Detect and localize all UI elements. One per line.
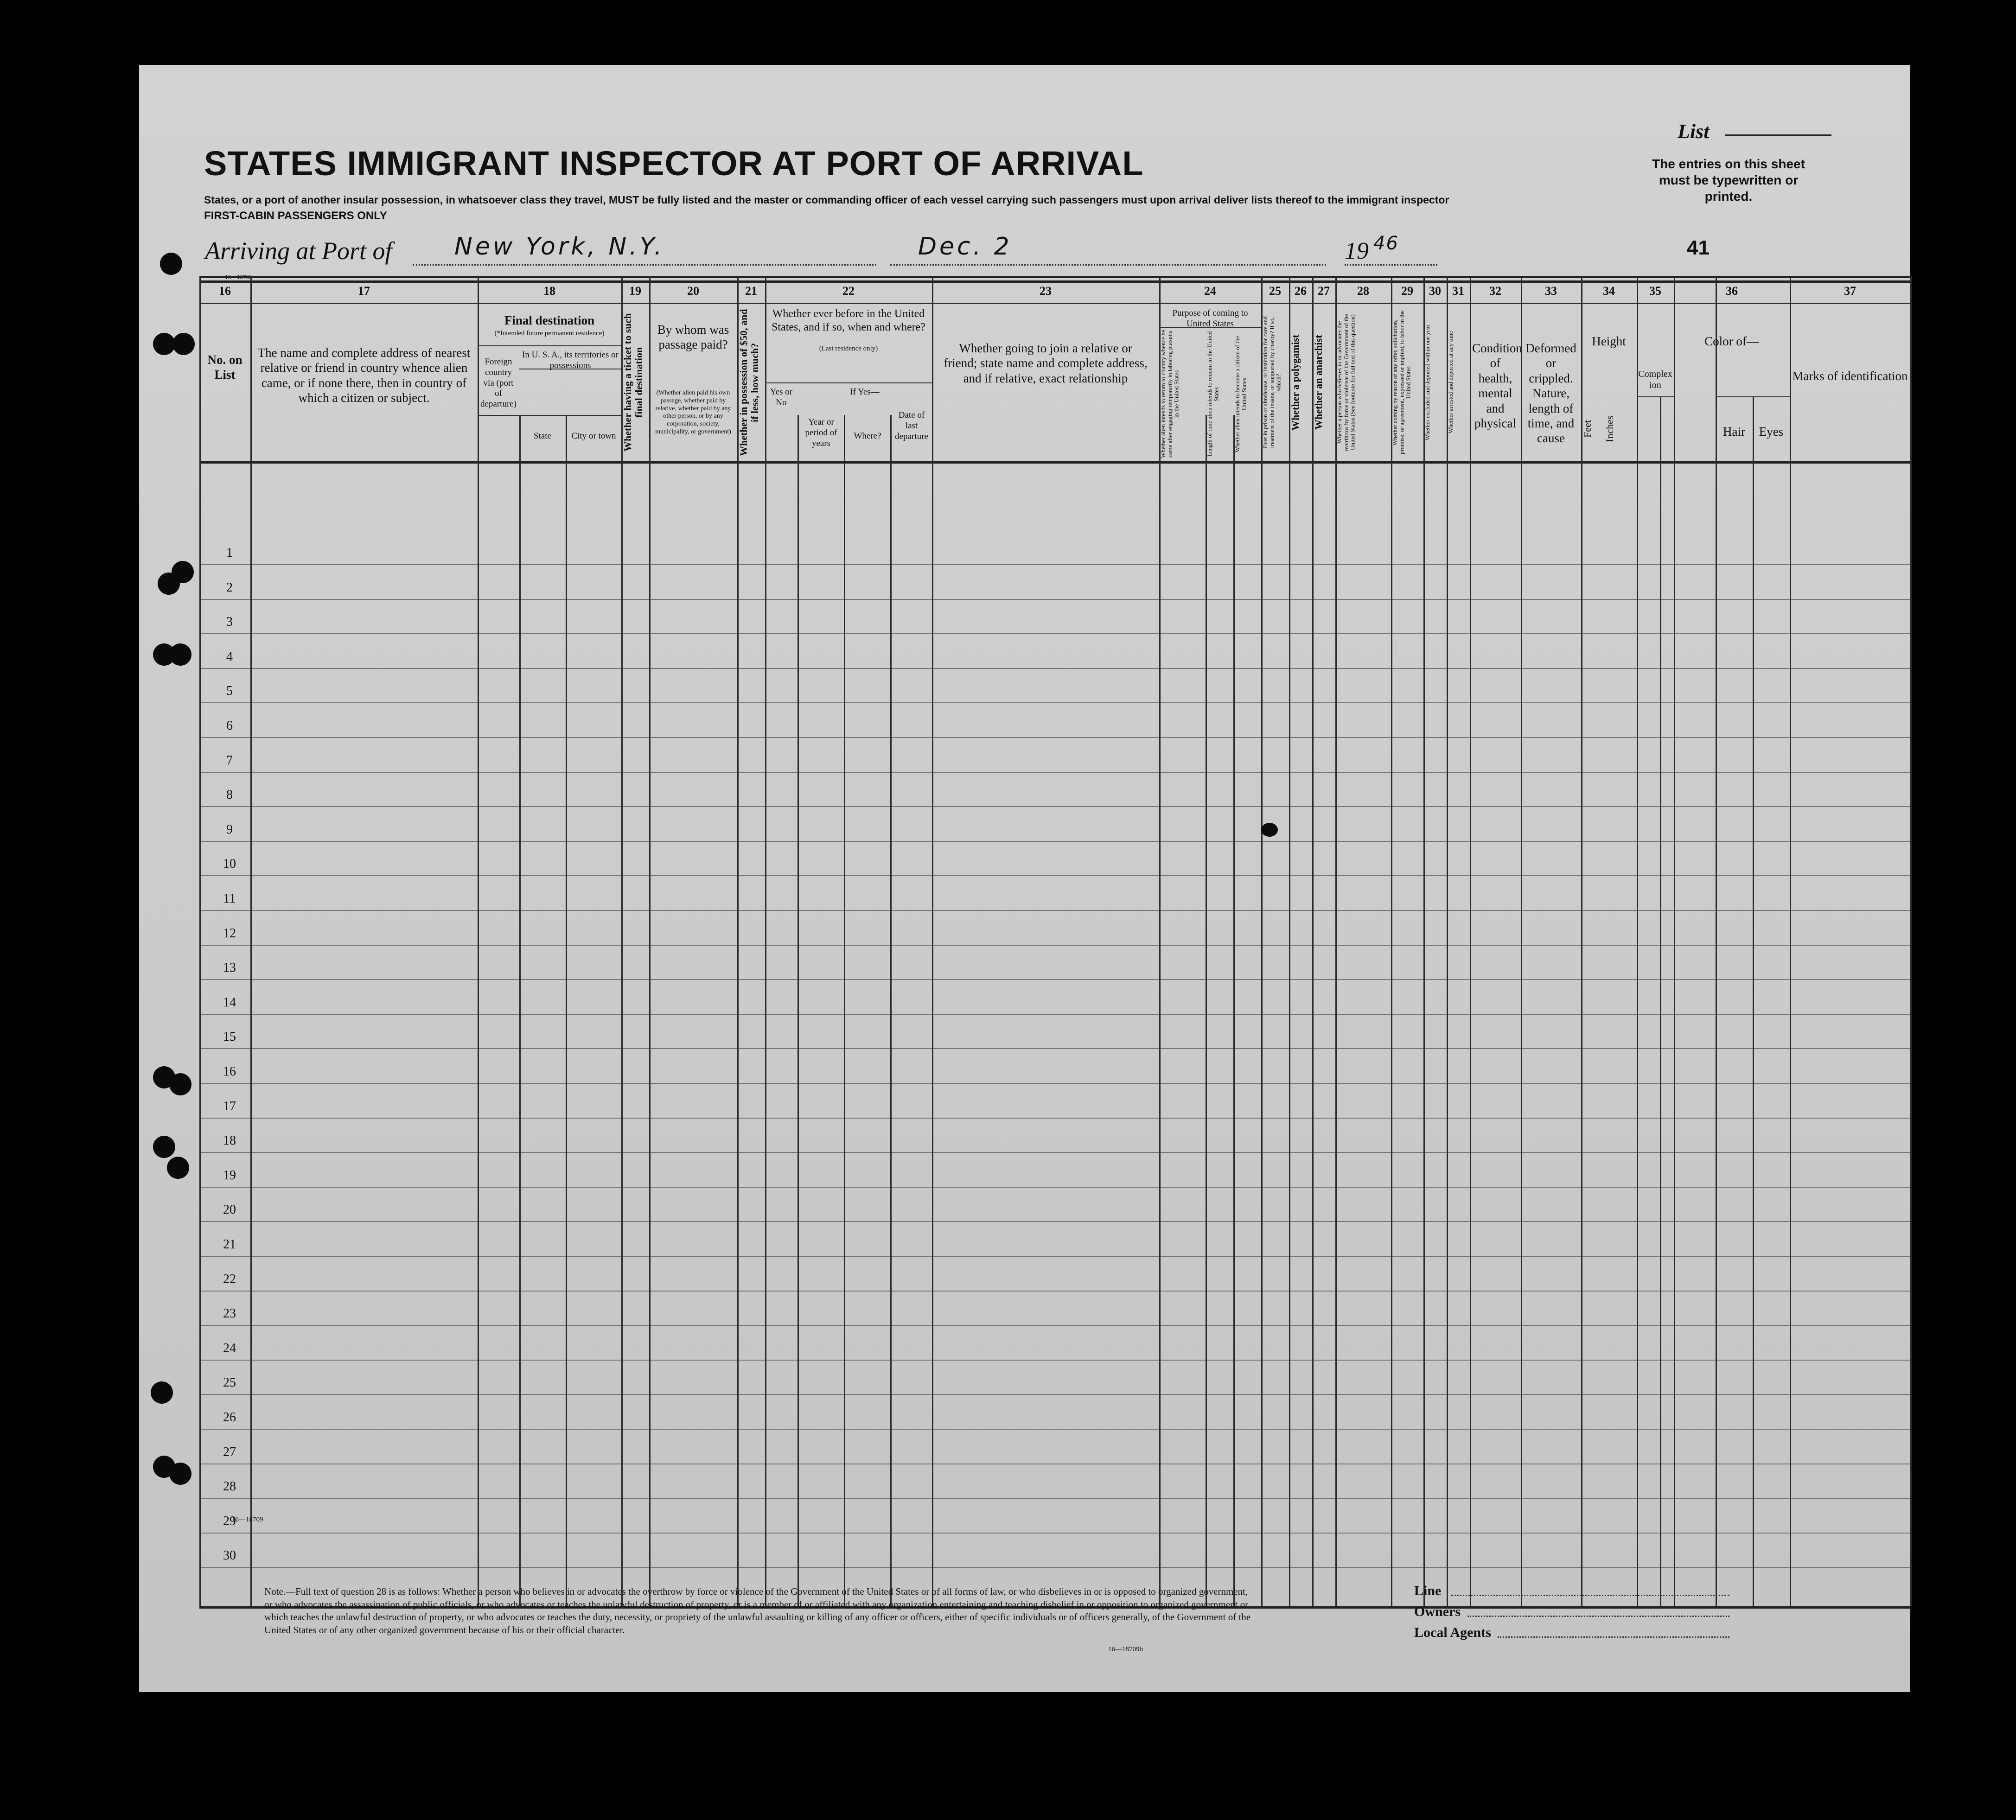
- col-line: [621, 276, 623, 1606]
- row-line: [199, 1083, 1910, 1084]
- col-num-16: 16: [219, 284, 231, 298]
- subheader-rule: [1637, 396, 1674, 397]
- header-date-last-departure: Date of last departure: [895, 410, 928, 441]
- row-number: 2: [226, 580, 233, 595]
- col-num-30: 30: [1429, 284, 1441, 298]
- header-complexion: Complexion: [1638, 369, 1672, 390]
- row-number: 23: [223, 1306, 236, 1321]
- punch-hole: [151, 1381, 173, 1404]
- col-line: [932, 276, 933, 1606]
- col-line: [649, 276, 651, 1606]
- header-overthrow: Whether a person who believes in or advocates the overthrow by force or violence of the Government of the United States (See footnote for full text of this question): [1336, 314, 1356, 451]
- col-line: [519, 415, 521, 1606]
- header-foreign-country: Foreign country via (port of departure)—: [480, 357, 517, 420]
- row-number: 29: [223, 1514, 236, 1528]
- row-number: 4: [226, 649, 233, 664]
- row-number: 16: [223, 1064, 236, 1079]
- col-line: [1159, 276, 1161, 1606]
- row-line: [199, 1118, 1910, 1119]
- row-number: 17: [223, 1099, 236, 1114]
- col-line: [844, 415, 845, 1606]
- punch-hole: [167, 1157, 189, 1179]
- col-num-17: 17: [358, 284, 370, 298]
- col-line: [566, 415, 567, 1606]
- row-number: 5: [226, 684, 233, 699]
- punch-hole: [169, 643, 191, 666]
- row-line: [199, 737, 1910, 738]
- header-before-in-us: Whether ever before in the United States, and if so, when and where?: [772, 308, 925, 333]
- arrival-port[interactable]: New York, N.Y.: [454, 233, 665, 261]
- row-number: 28: [223, 1479, 236, 1494]
- col-line: [1391, 276, 1392, 1606]
- form-number-bottom: 16—18709: [232, 1516, 263, 1523]
- local-agents-field[interactable]: [1498, 1636, 1729, 1638]
- col-line: [765, 276, 766, 1606]
- row-line: [199, 1498, 1910, 1499]
- col-num-37: 37: [1844, 284, 1856, 298]
- header-if-yes: If Yes—: [850, 387, 880, 397]
- row-line: [199, 1429, 1910, 1430]
- col-num-21: 21: [745, 284, 757, 298]
- line-field[interactable]: [1451, 1595, 1729, 1596]
- row-number: 10: [223, 857, 236, 872]
- header-nearest-relative: The name and complete address of nearest relative or friend in country whence alien came, or if none there, then in country of which a citizen or subject.: [257, 346, 471, 405]
- arrival-year[interactable]: 46: [1373, 233, 1399, 254]
- header-city-or-town: City or town: [571, 431, 616, 441]
- row-line: [199, 1152, 1910, 1153]
- col-line: [1581, 276, 1582, 1606]
- row-line: [199, 702, 1910, 703]
- manifest-table: [199, 276, 1910, 1563]
- col-line: [1206, 415, 1207, 1606]
- line-label: Line: [1414, 1583, 1442, 1598]
- col-num-36: 36: [1726, 284, 1738, 298]
- col-line: [250, 276, 252, 1606]
- col-line: [1470, 276, 1471, 1606]
- punch-hole: [172, 333, 195, 355]
- row-line: [199, 806, 1910, 807]
- col-num-26: 26: [1295, 284, 1307, 298]
- row-number: 27: [223, 1445, 236, 1459]
- row-line: [199, 1291, 1910, 1292]
- col-line: [1637, 276, 1638, 1606]
- header-excluded: Whether excluded and deported within one year: [1424, 325, 1431, 440]
- col-line: [1447, 276, 1448, 1606]
- row-line: [199, 1567, 1910, 1568]
- col-line: [1910, 276, 1912, 1606]
- col-num-32: 32: [1489, 284, 1501, 298]
- col-line: [1423, 276, 1425, 1606]
- entries-note: The entries on this sheet must be typewritten or printed.: [1652, 157, 1805, 204]
- header-passage-paid-note: (Whether alien paid his own passage, whether paid by relative, whether paid by any other person, or by any corporation, society, municipality, or government): [655, 389, 731, 435]
- row-number: 30: [223, 1548, 236, 1563]
- row-number: 9: [226, 822, 233, 837]
- row-number: 25: [223, 1375, 236, 1390]
- header-state: State: [534, 431, 551, 441]
- row-line: [199, 599, 1910, 600]
- row-line: [199, 1394, 1910, 1395]
- header-bottom-rule: [199, 461, 1910, 464]
- subheader-rule: [765, 382, 932, 383]
- col-line: [1660, 396, 1661, 1606]
- col-num-19: 19: [629, 284, 641, 298]
- header-hair: Hair: [1723, 425, 1745, 439]
- row-number: 15: [223, 1030, 236, 1044]
- row-number: 13: [223, 961, 236, 975]
- header-year-period: Year or period of years: [805, 417, 837, 448]
- row-number: 19: [223, 1168, 236, 1183]
- row-number: 6: [226, 719, 233, 733]
- punch-hole: [169, 1463, 191, 1485]
- row-number: 21: [223, 1237, 236, 1252]
- row-number: 8: [226, 788, 233, 802]
- row-line: [199, 945, 1910, 946]
- column-number-rule: [199, 303, 1910, 304]
- manifest-sheet: [139, 65, 1910, 1692]
- row-line: [199, 1256, 1910, 1257]
- header-color-of: Color of—: [1704, 334, 1759, 348]
- header-ticket: Whether having a ticket to such final destination: [622, 313, 645, 452]
- col-line: [1790, 276, 1791, 1606]
- col-line: [1716, 276, 1717, 1606]
- col-num-29: 29: [1401, 284, 1413, 298]
- header-eyes: Eyes: [1759, 425, 1784, 439]
- local-agents-label: Local Agents: [1414, 1625, 1491, 1640]
- subheader-rule: [1716, 396, 1790, 397]
- row-line: [199, 772, 1910, 773]
- header-fifty-dollars: Whether in possession of $50, and if less, how much?: [738, 309, 761, 456]
- header-anarchist: Whether an anarchist: [1313, 335, 1324, 430]
- row-line: [199, 1360, 1910, 1361]
- row-line: [199, 633, 1910, 634]
- header-offer-labor: Whether coming by reason of any offer, solicitation, promise, or agreement, expressed or implied, to labor in the United States: [1391, 310, 1412, 455]
- col-num-34: 34: [1603, 284, 1615, 298]
- col-line: [890, 415, 892, 1606]
- header-where: Where?: [854, 431, 881, 441]
- header-in-usa: In U. S. A., its territories or possessions: [522, 350, 619, 370]
- subheader-rule: [478, 345, 621, 346]
- form-number-footnote: 16—18709b: [1108, 1646, 1143, 1653]
- header-join-relative: Whether going to join a relative or friend; state name and complete address, and if relative, exact relationship: [944, 341, 1148, 385]
- row-line: [199, 910, 1910, 911]
- row-line: [199, 875, 1910, 876]
- owners-label: Owners: [1414, 1604, 1461, 1619]
- port-line: [413, 264, 876, 266]
- col-num-23: 23: [1040, 284, 1052, 298]
- col-line: [1312, 276, 1314, 1606]
- col-line: [199, 276, 201, 1606]
- header-yes-or-no: Yes or No: [770, 387, 793, 407]
- passenger-class-note: FIRST-CABIN PASSENGERS ONLY: [204, 210, 387, 222]
- ink-blot: [1261, 823, 1278, 837]
- col-line: [1521, 276, 1522, 1606]
- header-purpose-return: Whether alien intends to return to country whence he came after engaging temporarily in laboring pursuits in the United States: [1160, 330, 1180, 458]
- arriving-label: Arriving at Port of: [205, 237, 392, 265]
- header-no-on-list: No. on List: [207, 353, 242, 382]
- row-line: [199, 841, 1910, 842]
- row-number: 11: [223, 891, 236, 906]
- row-line: [199, 668, 1910, 669]
- col-num-24: 24: [1204, 284, 1216, 298]
- row-number: 14: [223, 995, 236, 1010]
- header-purpose-length: Length of time alien intends to remain in the United States: [1206, 331, 1220, 457]
- punch-hole: [153, 1136, 175, 1158]
- arrival-date[interactable]: Dec. 2: [918, 233, 1012, 261]
- col-line: [478, 276, 479, 1606]
- punch-hole: [169, 1073, 191, 1095]
- header-final-destination: Final destination: [504, 313, 595, 327]
- page-title: STATES IMMIGRANT INSPECTOR AT PORT OF ARRIVAL: [204, 144, 1144, 183]
- row-number: 22: [223, 1272, 236, 1286]
- year-prefix: 19: [1345, 238, 1369, 264]
- header-height: Height: [1592, 334, 1626, 348]
- header-purpose-citizen: Whether alien intends to become a citizen of the United States: [1234, 336, 1248, 452]
- page-number: 41: [1687, 236, 1710, 259]
- row-number: 20: [223, 1203, 236, 1217]
- header-inches: Inches: [1604, 415, 1615, 442]
- col-line: [1674, 276, 1675, 1606]
- row-number: 7: [226, 753, 233, 768]
- row-number: 1: [226, 546, 233, 560]
- row-number: 24: [223, 1341, 236, 1355]
- col-line: [1335, 276, 1337, 1606]
- col-num-35: 35: [1649, 284, 1661, 298]
- row-line: [199, 1533, 1910, 1534]
- header-purpose: Purpose of coming to United States: [1172, 308, 1248, 329]
- col-line: [737, 276, 739, 1606]
- header-deformed: Deformed or crippled. Nature, length of time, and cause: [1525, 341, 1576, 445]
- col-num-18: 18: [543, 284, 555, 298]
- row-line: [199, 1014, 1910, 1015]
- row-line: [199, 979, 1910, 980]
- col-line: [1233, 415, 1235, 1606]
- punch-hole: [172, 561, 194, 583]
- row-line: [199, 1325, 1910, 1326]
- header-passage-paid: By whom was passage paid?: [657, 323, 729, 352]
- row-line: [199, 1221, 1910, 1222]
- header-polygamist: Whether a polygamist: [1289, 334, 1301, 431]
- header-health: Condition of health, mental and physical: [1472, 341, 1523, 430]
- punch-hole: [160, 253, 182, 275]
- row-number: 12: [223, 926, 236, 941]
- col-num-27: 27: [1318, 284, 1330, 298]
- list-label: List: [1678, 120, 1710, 143]
- col-num-33: 33: [1545, 284, 1557, 298]
- date-line: [890, 264, 1326, 266]
- instructions-text: States, or a port of another insular possession, in whatsoever class they travel, MUST be fully listed and the master or commanding officer of each vessel carrying such passengers must upon arrival deliver lists thereof to the immigrant inspector: [204, 194, 1449, 206]
- table-top-rule: [199, 276, 1910, 278]
- header-feet: Feet: [1582, 420, 1593, 438]
- col-line: [1289, 276, 1290, 1606]
- header-arrested: Whether arrested and deported at any time: [1447, 331, 1454, 434]
- col-num-25: 25: [1269, 284, 1281, 298]
- form-number-top: 16—18709: [225, 274, 252, 280]
- col-num-22: 22: [842, 284, 855, 298]
- header-last-residence: (Last residence only): [819, 345, 878, 352]
- row-number: 18: [223, 1133, 236, 1148]
- row-line: [199, 1187, 1910, 1188]
- list-number-line[interactable]: [1725, 134, 1831, 136]
- owners-field[interactable]: [1467, 1616, 1729, 1617]
- col-num-28: 28: [1357, 284, 1369, 298]
- col-line: [1261, 276, 1263, 1606]
- header-final-destination-note: (*Intended future permanent residence): [494, 330, 605, 337]
- row-number: 3: [226, 615, 233, 630]
- footnote: Note.—Full text of question 28 is as follows: Whether a person who believes in or advocates the overthrow by force or violence of the Government of the United States or of all forms of law, or who disbelieves in or is opposed to organized government, or who advocates the assassination of public officials, or who advocates or teaches the unlawful destruction of property, or is a member of or affiliated with any organization entertaining and teaching disbelief in or opposition to organized government or which teaches the unlawful destruction of property, or who advocates or teaches the duty, necessity, or propriety of the unlawful assaulting or killing of any officer or officers, either of specific individuals or of officers generally, of the Government of the United States or of any other organized government because of his or their official character.: [264, 1586, 1251, 1636]
- header-marks: Marks of identification: [1792, 369, 1908, 383]
- table-top-rule-inner: [199, 280, 1910, 283]
- punch-hole: [153, 333, 175, 355]
- col-num-20: 20: [687, 284, 699, 298]
- row-line: [199, 564, 1910, 565]
- row-line: [199, 1048, 1910, 1049]
- row-number: 26: [223, 1410, 236, 1425]
- col-num-31: 31: [1452, 284, 1464, 298]
- col-line: [797, 415, 799, 1606]
- col-line: [1753, 396, 1754, 1606]
- header-prison: Ever in prison or almshouse, or institution for care and treatment of the insane, or supported by charity? If so, which?: [1262, 316, 1282, 449]
